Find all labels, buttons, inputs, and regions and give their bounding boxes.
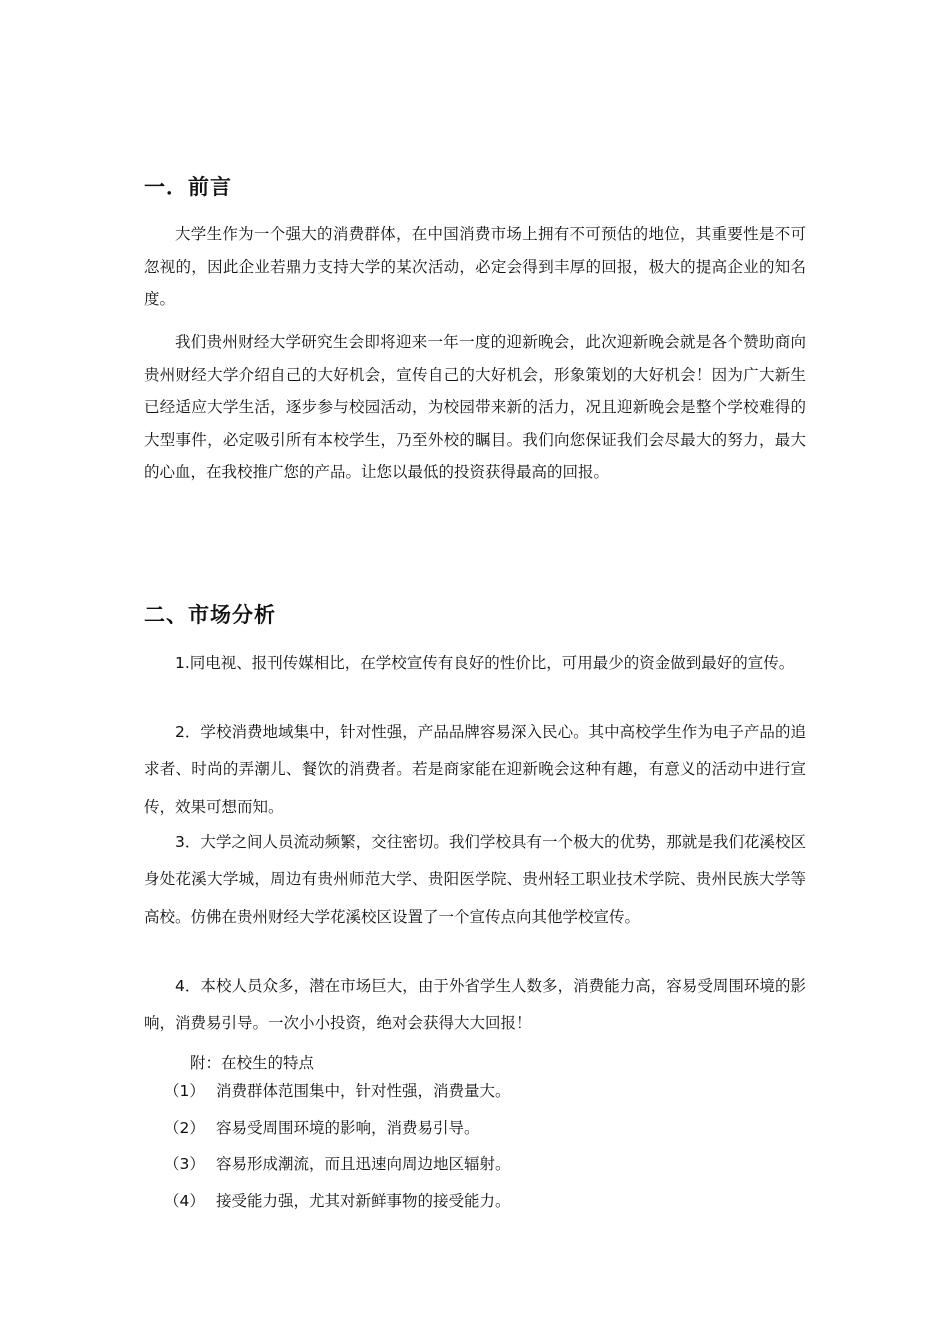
market-point-4: 4．本校人员众多，潜在市场巨大，由于外省学生人数多，消费能力高，容易受周围环境的影响，消费易引导。一次小小投资，绝对会获得大大回报！ [144,977,806,1033]
list-item-number: （3） [164,1155,205,1174]
list-item [164,1110,511,1147]
list-item-text: 容易形成潮流，而且迅速向周边地区辐射。 [216,1155,511,1174]
market-point-2: 2．学校消费地域集中，针对性强，产品品牌容易深入民心。其中高校学生作为电子产品的追求者、时尚的弄潮儿、餐饮的消费者。若是商家能在迎新晚会这种有趣，有意义的活动中进行宣传，效果可想而知。 [144,723,806,816]
market-point-3: 3．大学之间人员流动频繁，交往密切。我们学校具有一个极大的优势，那就是我们花溪校区身处花溪大学城，周边有贵州师范大学、贵阳医学院、贵州轻工职业技术学院、贵州民族大学等高校。仿佛在贵州财经大学花溪校区设置了一个宣传点向其他学校宣传。 [144,833,806,926]
list-item-number: （1） [164,1082,205,1100]
intro-paragraph-2: 我们贵州财经大学研究生会即将迎来一年一度的迎新晚会，此次迎新晚会就是各个赞助商向贵州财经大学介绍自己的大好机会，宣传自己的大好机会，形象策划的大好机会！因为广大新生已经适应大学生活，逐步参与校园活动，为校园带来新的活力，况且迎新晚会是整个学校难得的大型事件，必定吸引所有本校学生，乃至外校的瞩目。我们向您保证我们会尽最大的努力，最大的心血，在我校推广您的产品。让您以最低的投资获得最高的回报。 [144,333,806,481]
section-title-market: 二、市场分析 [144,603,276,627]
section-title-intro: 一．前言 [144,175,232,199]
market-point-1: 1.同电视、报刊传媒相比，在学校宣传有良好的性价比，可用最少的资金做到最好的宣传。 [175,654,795,672]
list-item-number: （2） [164,1118,205,1137]
intro-paragraph-1: 大学生作为一个强大的消费群体，在中国消费市场上拥有不可预估的地位，其重要性是不可忽视的，因此企业若鼎力支持大学的某次活动，必定会得到丰厚的回报，极大的提高企业的知名度。 [144,225,806,308]
list-item-text: 接受能力强，尤其对新鲜事物的接受能力。 [216,1192,511,1211]
list-item-text: 容易受周围环境的影响，消费易引导。 [216,1118,480,1137]
list-item [164,1183,511,1220]
list-item-text: 消费群体范围集中，针对性强，消费量大。 [216,1082,511,1100]
student-features-list [164,1073,511,1220]
student-features-note: 附：在校生的特点 [190,1054,315,1072]
list-item-number: （4） [164,1192,205,1211]
list-item [164,1146,511,1183]
list-item [164,1073,511,1110]
